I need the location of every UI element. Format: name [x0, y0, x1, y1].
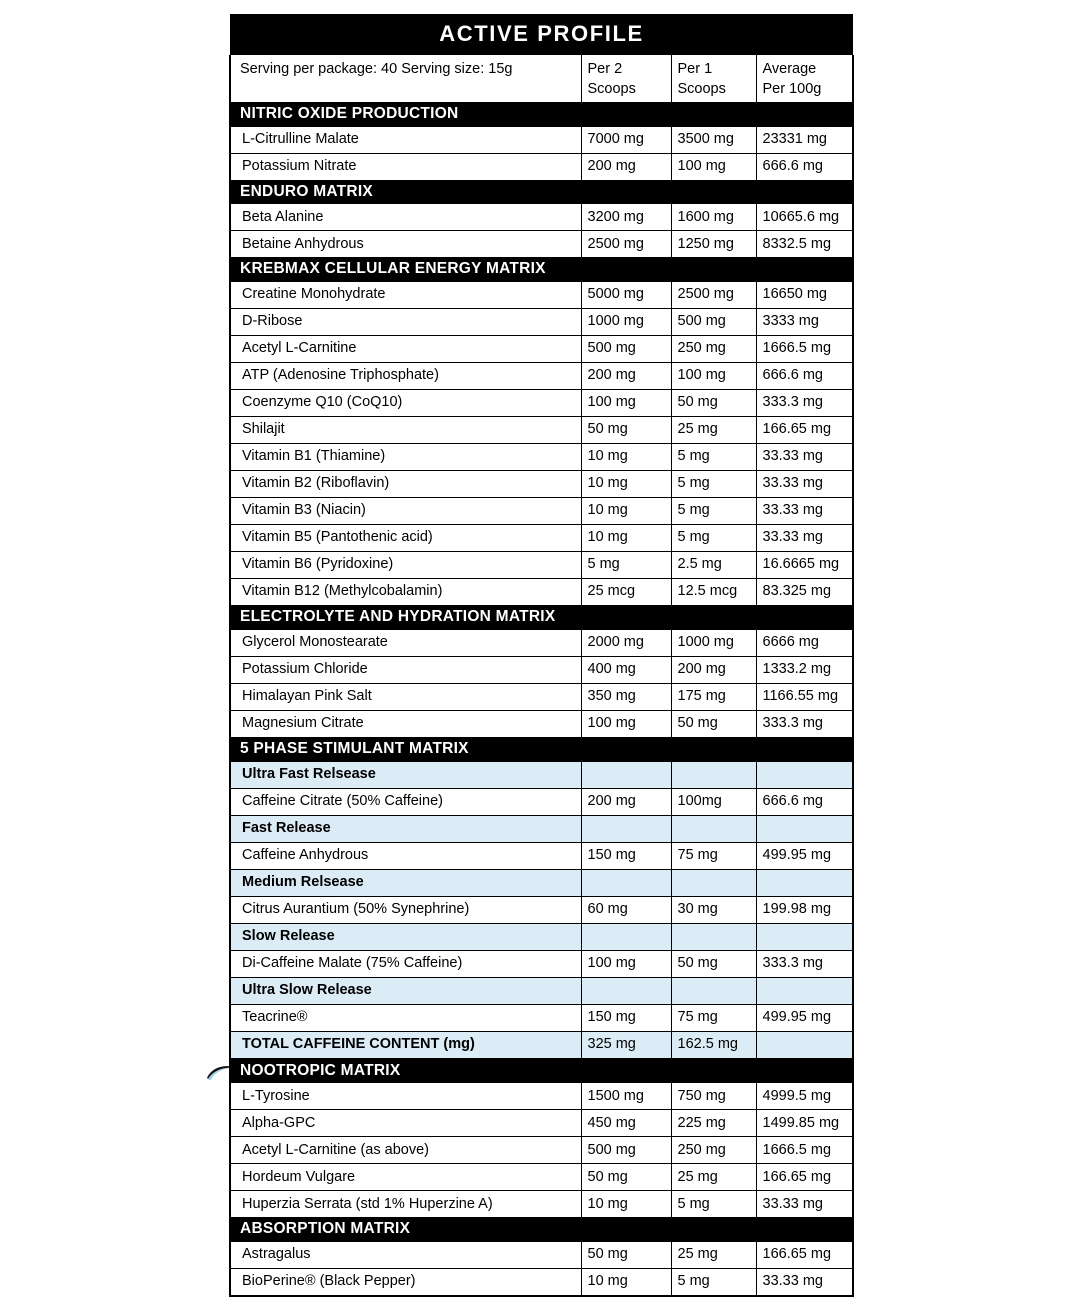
ingredient-per-1-scoop: 100 mg — [671, 363, 756, 390]
ingredient-row — [230, 1269, 853, 1297]
ingredient-average-per-100g: 33.33 mg — [756, 1191, 853, 1218]
ingredient-per-2-scoops: 200 mg — [581, 363, 671, 390]
phase-per-1-scoop — [671, 762, 756, 789]
ingredient-per-1-scoop: 5 mg — [671, 1191, 756, 1218]
phase-subheader-row — [230, 869, 853, 896]
label-body — [230, 14, 853, 1296]
serving-size: Serving size: 15g — [401, 61, 513, 77]
ingredient-row — [230, 309, 853, 336]
column-header-average-per-100g-line2: Per 100g — [762, 81, 822, 97]
ingredient-row — [230, 552, 853, 579]
ingredient-row — [230, 788, 853, 815]
ingredient-per-2-scoops: 10 mg — [581, 471, 671, 498]
phase-subheader-row — [230, 977, 853, 1004]
ingredient-per-1-scoop: 225 mg — [671, 1110, 756, 1137]
ingredient-per-1-scoop: 100mg — [671, 788, 756, 815]
phase-per-2-scoops — [581, 977, 671, 1004]
column-header-average-per-100g-line1: Average — [762, 61, 817, 77]
ingredient-per-2-scoops: 150 mg — [581, 1004, 671, 1031]
ingredient-name: Acetyl L-Carnitine — [230, 336, 581, 363]
total-caffeine-row — [230, 1031, 853, 1059]
ingredient-per-2-scoops: 1000 mg — [581, 309, 671, 336]
ingredient-per-1-scoop: 100 mg — [671, 153, 756, 180]
ingredient-per-2-scoops: 200 mg — [581, 788, 671, 815]
section-heading: ENDURO MATRIX — [230, 180, 853, 204]
section-heading: ABSORPTION MATRIX — [230, 1218, 853, 1242]
ingredient-average-per-100g: 1666.5 mg — [756, 1137, 853, 1164]
ingredient-name: Caffeine Citrate (50% Caffeine) — [230, 788, 581, 815]
ingredient-per-2-scoops: 50 mg — [581, 1242, 671, 1269]
ingredient-per-1-scoop: 25 mg — [671, 1164, 756, 1191]
ingredient-average-per-100g: 6666 mg — [756, 630, 853, 657]
ingredient-average-per-100g: 166.65 mg — [756, 417, 853, 444]
phase-subheader-row — [230, 815, 853, 842]
ingredient-row — [230, 1242, 853, 1269]
ingredient-row — [230, 498, 853, 525]
section-header-row — [230, 180, 853, 204]
ingredient-per-1-scoop: 25 mg — [671, 417, 756, 444]
ingredient-per-2-scoops: 400 mg — [581, 656, 671, 683]
ingredient-row — [230, 1137, 853, 1164]
phase-per-1-scoop — [671, 815, 756, 842]
serving-header-row — [230, 55, 853, 103]
ingredient-average-per-100g: 16650 mg — [756, 282, 853, 309]
ingredient-name: Vitamin B1 (Thiamine) — [230, 444, 581, 471]
ingredient-average-per-100g: 33.33 mg — [756, 1269, 853, 1297]
ingredient-name: Coenzyme Q10 (CoQ10) — [230, 390, 581, 417]
ingredient-per-2-scoops: 500 mg — [581, 336, 671, 363]
ingredient-average-per-100g: 666.6 mg — [756, 363, 853, 390]
phase-per-1-scoop — [671, 869, 756, 896]
phase-subheader-row — [230, 923, 853, 950]
ingredient-name: L-Citrulline Malate — [230, 127, 581, 154]
phase-average-per-100g — [756, 762, 853, 789]
section-header-row — [230, 1218, 853, 1242]
total-caffeine-average-per-100g — [756, 1031, 853, 1059]
ingredient-average-per-100g: 333.3 mg — [756, 710, 853, 737]
ingredient-per-1-scoop: 5 mg — [671, 471, 756, 498]
ingredient-per-2-scoops: 50 mg — [581, 417, 671, 444]
section-heading: KREBMAX CELLULAR ENERGY MATRIX — [230, 258, 853, 282]
column-header-per-1-scoop — [671, 55, 756, 103]
phase-subheader-row — [230, 762, 853, 789]
total-caffeine-label: TOTAL CAFFEINE CONTENT (mg) — [230, 1031, 581, 1059]
ingredient-row — [230, 630, 853, 657]
ingredient-per-1-scoop: 25 mg — [671, 1242, 756, 1269]
phase-per-1-scoop — [671, 923, 756, 950]
ingredient-average-per-100g: 1666.5 mg — [756, 336, 853, 363]
section-header-row — [230, 606, 853, 630]
ingredient-per-1-scoop: 200 mg — [671, 656, 756, 683]
ingredient-per-2-scoops: 450 mg — [581, 1110, 671, 1137]
column-header-per-2-scoops-line1: Per 2 — [587, 61, 623, 77]
ingredient-name: Vitamin B3 (Niacin) — [230, 498, 581, 525]
ingredient-name: L-Tyrosine — [230, 1083, 581, 1110]
ingredient-average-per-100g: 166.65 mg — [756, 1242, 853, 1269]
ingredient-average-per-100g: 166.65 mg — [756, 1164, 853, 1191]
ingredient-per-1-scoop: 750 mg — [671, 1083, 756, 1110]
phase-label: Fast Release — [230, 815, 581, 842]
section-header-row — [230, 103, 853, 127]
section-heading: NOOTROPIC MATRIX — [230, 1059, 853, 1084]
ingredient-per-2-scoops: 1500 mg — [581, 1083, 671, 1110]
ingredient-per-2-scoops: 100 mg — [581, 710, 671, 737]
phase-per-1-scoop — [671, 977, 756, 1004]
ingredient-per-1-scoop: 2.5 mg — [671, 552, 756, 579]
ingredient-name: Beta Alanine — [230, 204, 581, 231]
ingredient-average-per-100g: 33.33 mg — [756, 498, 853, 525]
ingredient-name: BioPerine® (Black Pepper) — [230, 1269, 581, 1297]
ingredient-per-1-scoop: 5 mg — [671, 1269, 756, 1297]
ingredient-name: Vitamin B2 (Riboflavin) — [230, 471, 581, 498]
total-caffeine-per-2-scoops: 325 mg — [581, 1031, 671, 1059]
ingredient-average-per-100g: 4999.5 mg — [756, 1083, 853, 1110]
ingredient-row — [230, 1164, 853, 1191]
ingredient-name: Potassium Chloride — [230, 656, 581, 683]
column-header-per-1-scoop-line1: Per 1 — [677, 61, 713, 77]
ingredient-row — [230, 842, 853, 869]
ingredient-name: Acetyl L-Carnitine (as above) — [230, 1137, 581, 1164]
ingredient-row — [230, 1004, 853, 1031]
ingredient-row — [230, 1110, 853, 1137]
ingredient-average-per-100g: 499.95 mg — [756, 1004, 853, 1031]
ingredient-per-2-scoops: 25 mcg — [581, 579, 671, 606]
section-heading: 5 PHASE STIMULANT MATRIX — [230, 737, 853, 761]
supplement-facts-table — [229, 14, 854, 1297]
column-header-average-per-100g — [756, 55, 853, 103]
ingredient-name: Betaine Anhydrous — [230, 231, 581, 258]
ingredient-name: Shilajit — [230, 417, 581, 444]
ingredient-average-per-100g: 499.95 mg — [756, 842, 853, 869]
ingredient-row — [230, 231, 853, 258]
ingredient-per-1-scoop: 175 mg — [671, 683, 756, 710]
ingredient-row — [230, 896, 853, 923]
phase-average-per-100g — [756, 977, 853, 1004]
ingredient-name: Himalayan Pink Salt — [230, 683, 581, 710]
phase-per-2-scoops — [581, 815, 671, 842]
ingredient-per-2-scoops: 2500 mg — [581, 231, 671, 258]
ingredient-average-per-100g: 199.98 mg — [756, 896, 853, 923]
ingredient-per-1-scoop: 12.5 mcg — [671, 579, 756, 606]
ingredient-average-per-100g: 333.3 mg — [756, 390, 853, 417]
ingredient-per-2-scoops: 7000 mg — [581, 127, 671, 154]
ingredient-row — [230, 1191, 853, 1218]
ingredient-average-per-100g: 1333.2 mg — [756, 656, 853, 683]
ingredient-per-2-scoops: 100 mg — [581, 390, 671, 417]
ingredient-row — [230, 525, 853, 552]
ingredient-row — [230, 444, 853, 471]
ingredient-average-per-100g: 666.6 mg — [756, 153, 853, 180]
ingredient-per-1-scoop: 1250 mg — [671, 231, 756, 258]
ingredient-per-1-scoop: 500 mg — [671, 309, 756, 336]
ingredient-row — [230, 683, 853, 710]
ingredient-name: D-Ribose — [230, 309, 581, 336]
ingredient-per-1-scoop: 250 mg — [671, 1137, 756, 1164]
ingredient-row — [230, 1083, 853, 1110]
ingredient-name: ATP (Adenosine Triphosphate) — [230, 363, 581, 390]
ingredient-row — [230, 153, 853, 180]
ingredient-per-2-scoops: 3200 mg — [581, 204, 671, 231]
ingredient-row — [230, 417, 853, 444]
cut-off-logo-mark — [205, 1062, 239, 1080]
ingredient-per-2-scoops: 100 mg — [581, 950, 671, 977]
section-header-row — [230, 737, 853, 761]
section-header-row — [230, 258, 853, 282]
ingredient-per-1-scoop: 3500 mg — [671, 127, 756, 154]
ingredient-per-2-scoops: 200 mg — [581, 153, 671, 180]
ingredient-per-2-scoops: 5 mg — [581, 552, 671, 579]
column-header-per-2-scoops — [581, 55, 671, 103]
ingredient-average-per-100g: 33.33 mg — [756, 444, 853, 471]
ingredient-per-1-scoop: 2500 mg — [671, 282, 756, 309]
ingredient-name: Teacrine® — [230, 1004, 581, 1031]
phase-average-per-100g — [756, 869, 853, 896]
ingredient-per-2-scoops: 10 mg — [581, 1269, 671, 1297]
ingredient-average-per-100g: 23331 mg — [756, 127, 853, 154]
ingredient-per-1-scoop: 5 mg — [671, 444, 756, 471]
ingredient-name: Vitamin B12 (Methylcobalamin) — [230, 579, 581, 606]
ingredient-average-per-100g: 666.6 mg — [756, 788, 853, 815]
ingredient-row — [230, 656, 853, 683]
serving-per-package: Serving per package: 40 — [240, 61, 398, 77]
ingredient-name: Alpha-GPC — [230, 1110, 581, 1137]
total-caffeine-per-1-scoop: 162.5 mg — [671, 1031, 756, 1059]
ingredient-per-2-scoops: 350 mg — [581, 683, 671, 710]
phase-per-2-scoops — [581, 869, 671, 896]
ingredient-per-2-scoops: 150 mg — [581, 842, 671, 869]
ingredient-row — [230, 471, 853, 498]
phase-average-per-100g — [756, 923, 853, 950]
ingredient-per-1-scoop: 50 mg — [671, 390, 756, 417]
ingredient-per-1-scoop: 1000 mg — [671, 630, 756, 657]
phase-per-2-scoops — [581, 762, 671, 789]
ingredient-per-2-scoops: 10 mg — [581, 525, 671, 552]
phase-label: Ultra Fast Relsease — [230, 762, 581, 789]
ingredient-row — [230, 390, 853, 417]
ingredient-per-2-scoops: 500 mg — [581, 1137, 671, 1164]
ingredient-average-per-100g: 33.33 mg — [756, 471, 853, 498]
column-header-per-2-scoops-line2: Scoops — [587, 81, 636, 97]
ingredient-per-2-scoops: 10 mg — [581, 498, 671, 525]
ingredient-average-per-100g: 33.33 mg — [756, 525, 853, 552]
ingredient-name: Caffeine Anhydrous — [230, 842, 581, 869]
ingredient-name: Magnesium Citrate — [230, 710, 581, 737]
ingredient-per-1-scoop: 50 mg — [671, 950, 756, 977]
active-profile-label — [229, 14, 852, 1297]
ingredient-row — [230, 579, 853, 606]
ingredient-name: Glycerol Monostearate — [230, 630, 581, 657]
phase-per-2-scoops — [581, 923, 671, 950]
ingredient-per-2-scoops: 10 mg — [581, 444, 671, 471]
ingredient-per-2-scoops: 2000 mg — [581, 630, 671, 657]
column-header-per-1-scoop-line2: Scoops — [677, 81, 726, 97]
ingredient-name: Citrus Aurantium (50% Synephrine) — [230, 896, 581, 923]
ingredient-average-per-100g: 16.6665 mg — [756, 552, 853, 579]
ingredient-per-1-scoop: 75 mg — [671, 842, 756, 869]
ingredient-average-per-100g: 1166.55 mg — [756, 683, 853, 710]
ingredient-name: Vitamin B5 (Pantothenic acid) — [230, 525, 581, 552]
ingredient-per-2-scoops: 10 mg — [581, 1191, 671, 1218]
phase-label: Medium Relsease — [230, 869, 581, 896]
serving-info-cell — [230, 55, 581, 103]
ingredient-average-per-100g: 333.3 mg — [756, 950, 853, 977]
ingredient-average-per-100g: 1499.85 mg — [756, 1110, 853, 1137]
ingredient-row — [230, 282, 853, 309]
phase-label: Ultra Slow Release — [230, 977, 581, 1004]
ingredient-name: Astragalus — [230, 1242, 581, 1269]
ingredient-per-1-scoop: 75 mg — [671, 1004, 756, 1031]
label-title-row — [230, 14, 853, 55]
ingredient-per-1-scoop: 5 mg — [671, 525, 756, 552]
ingredient-name: Huperzia Serrata (std 1% Huperzine A) — [230, 1191, 581, 1218]
ingredient-average-per-100g: 8332.5 mg — [756, 231, 853, 258]
ingredient-row — [230, 204, 853, 231]
page-title: ACTIVE PROFILE — [230, 14, 853, 55]
ingredient-row — [230, 336, 853, 363]
ingredient-average-per-100g: 10665.6 mg — [756, 204, 853, 231]
phase-average-per-100g — [756, 815, 853, 842]
ingredient-name: Potassium Nitrate — [230, 153, 581, 180]
ingredient-average-per-100g: 83.325 mg — [756, 579, 853, 606]
ingredient-per-2-scoops: 5000 mg — [581, 282, 671, 309]
ingredient-per-1-scoop: 30 mg — [671, 896, 756, 923]
ingredient-per-2-scoops: 60 mg — [581, 896, 671, 923]
ingredient-name: Vitamin B6 (Pyridoxine) — [230, 552, 581, 579]
ingredient-row — [230, 710, 853, 737]
ingredient-row — [230, 950, 853, 977]
ingredient-per-2-scoops: 50 mg — [581, 1164, 671, 1191]
ingredient-per-1-scoop: 250 mg — [671, 336, 756, 363]
ingredient-row — [230, 363, 853, 390]
ingredient-per-1-scoop: 5 mg — [671, 498, 756, 525]
ingredient-name: Di-Caffeine Malate (75% Caffeine) — [230, 950, 581, 977]
ingredient-average-per-100g: 3333 mg — [756, 309, 853, 336]
ingredient-per-1-scoop: 1600 mg — [671, 204, 756, 231]
ingredient-per-1-scoop: 50 mg — [671, 710, 756, 737]
ingredient-name: Creatine Monohydrate — [230, 282, 581, 309]
ingredient-name: Hordeum Vulgare — [230, 1164, 581, 1191]
section-heading: NITRIC OXIDE PRODUCTION — [230, 103, 853, 127]
ingredient-row — [230, 127, 853, 154]
section-heading: ELECTROLYTE AND HYDRATION MATRIX — [230, 606, 853, 630]
phase-label: Slow Release — [230, 923, 581, 950]
